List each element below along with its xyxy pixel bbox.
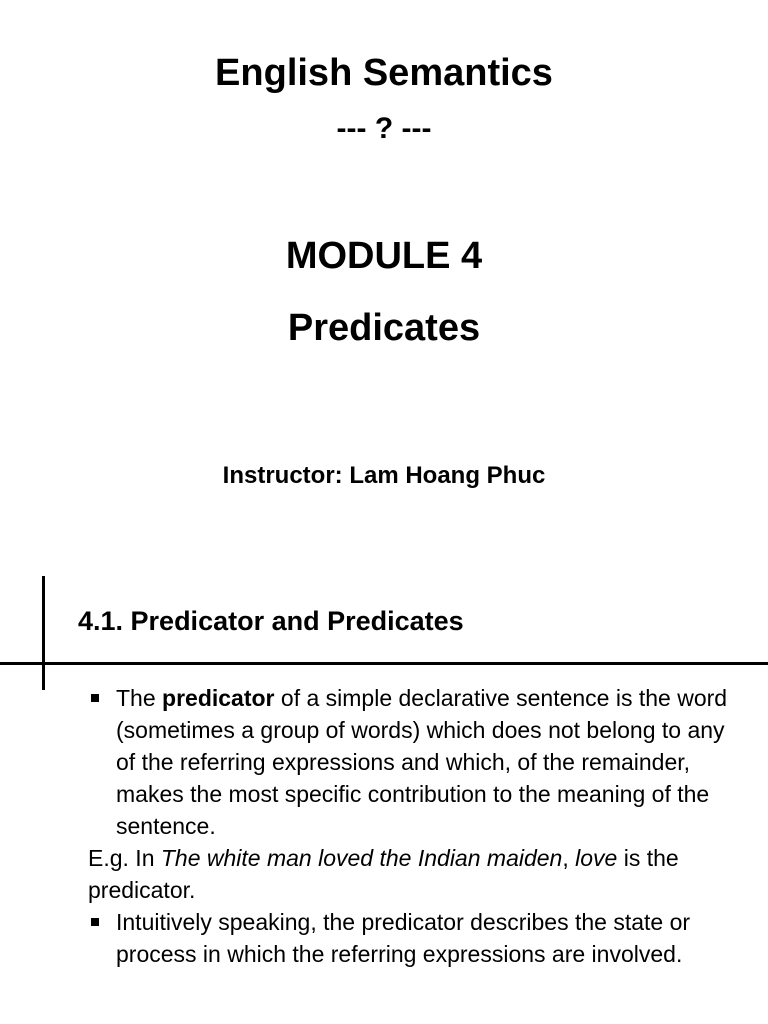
course-title: English Semantics [215,52,553,94]
square-bullet-icon [91,694,99,702]
example-comma: , [562,845,576,871]
module-number: MODULE 4 [285,235,483,277]
section-body [88,682,748,970]
instructor-line: Instructor: Lam Hoang Phuc [222,462,546,489]
bold-term-predicator: predicator [162,685,275,711]
bullet-text-post: of a simple declarative sentence is the word (sometimes a group of words) which does not belong to any of the referring expressions and which, of the remainder, makes the most specific contribution to the meaning of the sentence. [116,685,728,839]
example-prefix: E.g. In [88,845,161,871]
horizontal-rule [0,662,768,665]
title-ornament: --- ? --- [336,112,432,145]
bullet-item-predicator-intuition [88,906,748,970]
example-suffix: is the predicator. [88,845,679,903]
example-sentence: The white man loved the Indian maiden [160,845,563,871]
section-heading: 4.1. Predicator and Predicates [78,606,464,636]
bullet-item-predicator-definition [88,682,748,842]
example-paragraph [88,842,748,906]
square-bullet-icon [91,918,99,926]
vertical-rule [42,576,45,690]
bullet-text-pre: The [116,685,163,711]
example-predicator-word: love [575,845,618,871]
bullet-text: Intuitively speaking, the predicator describes the state or process in which the referring expressions are involved. [116,909,691,967]
module-topic: Predicates [287,307,481,349]
